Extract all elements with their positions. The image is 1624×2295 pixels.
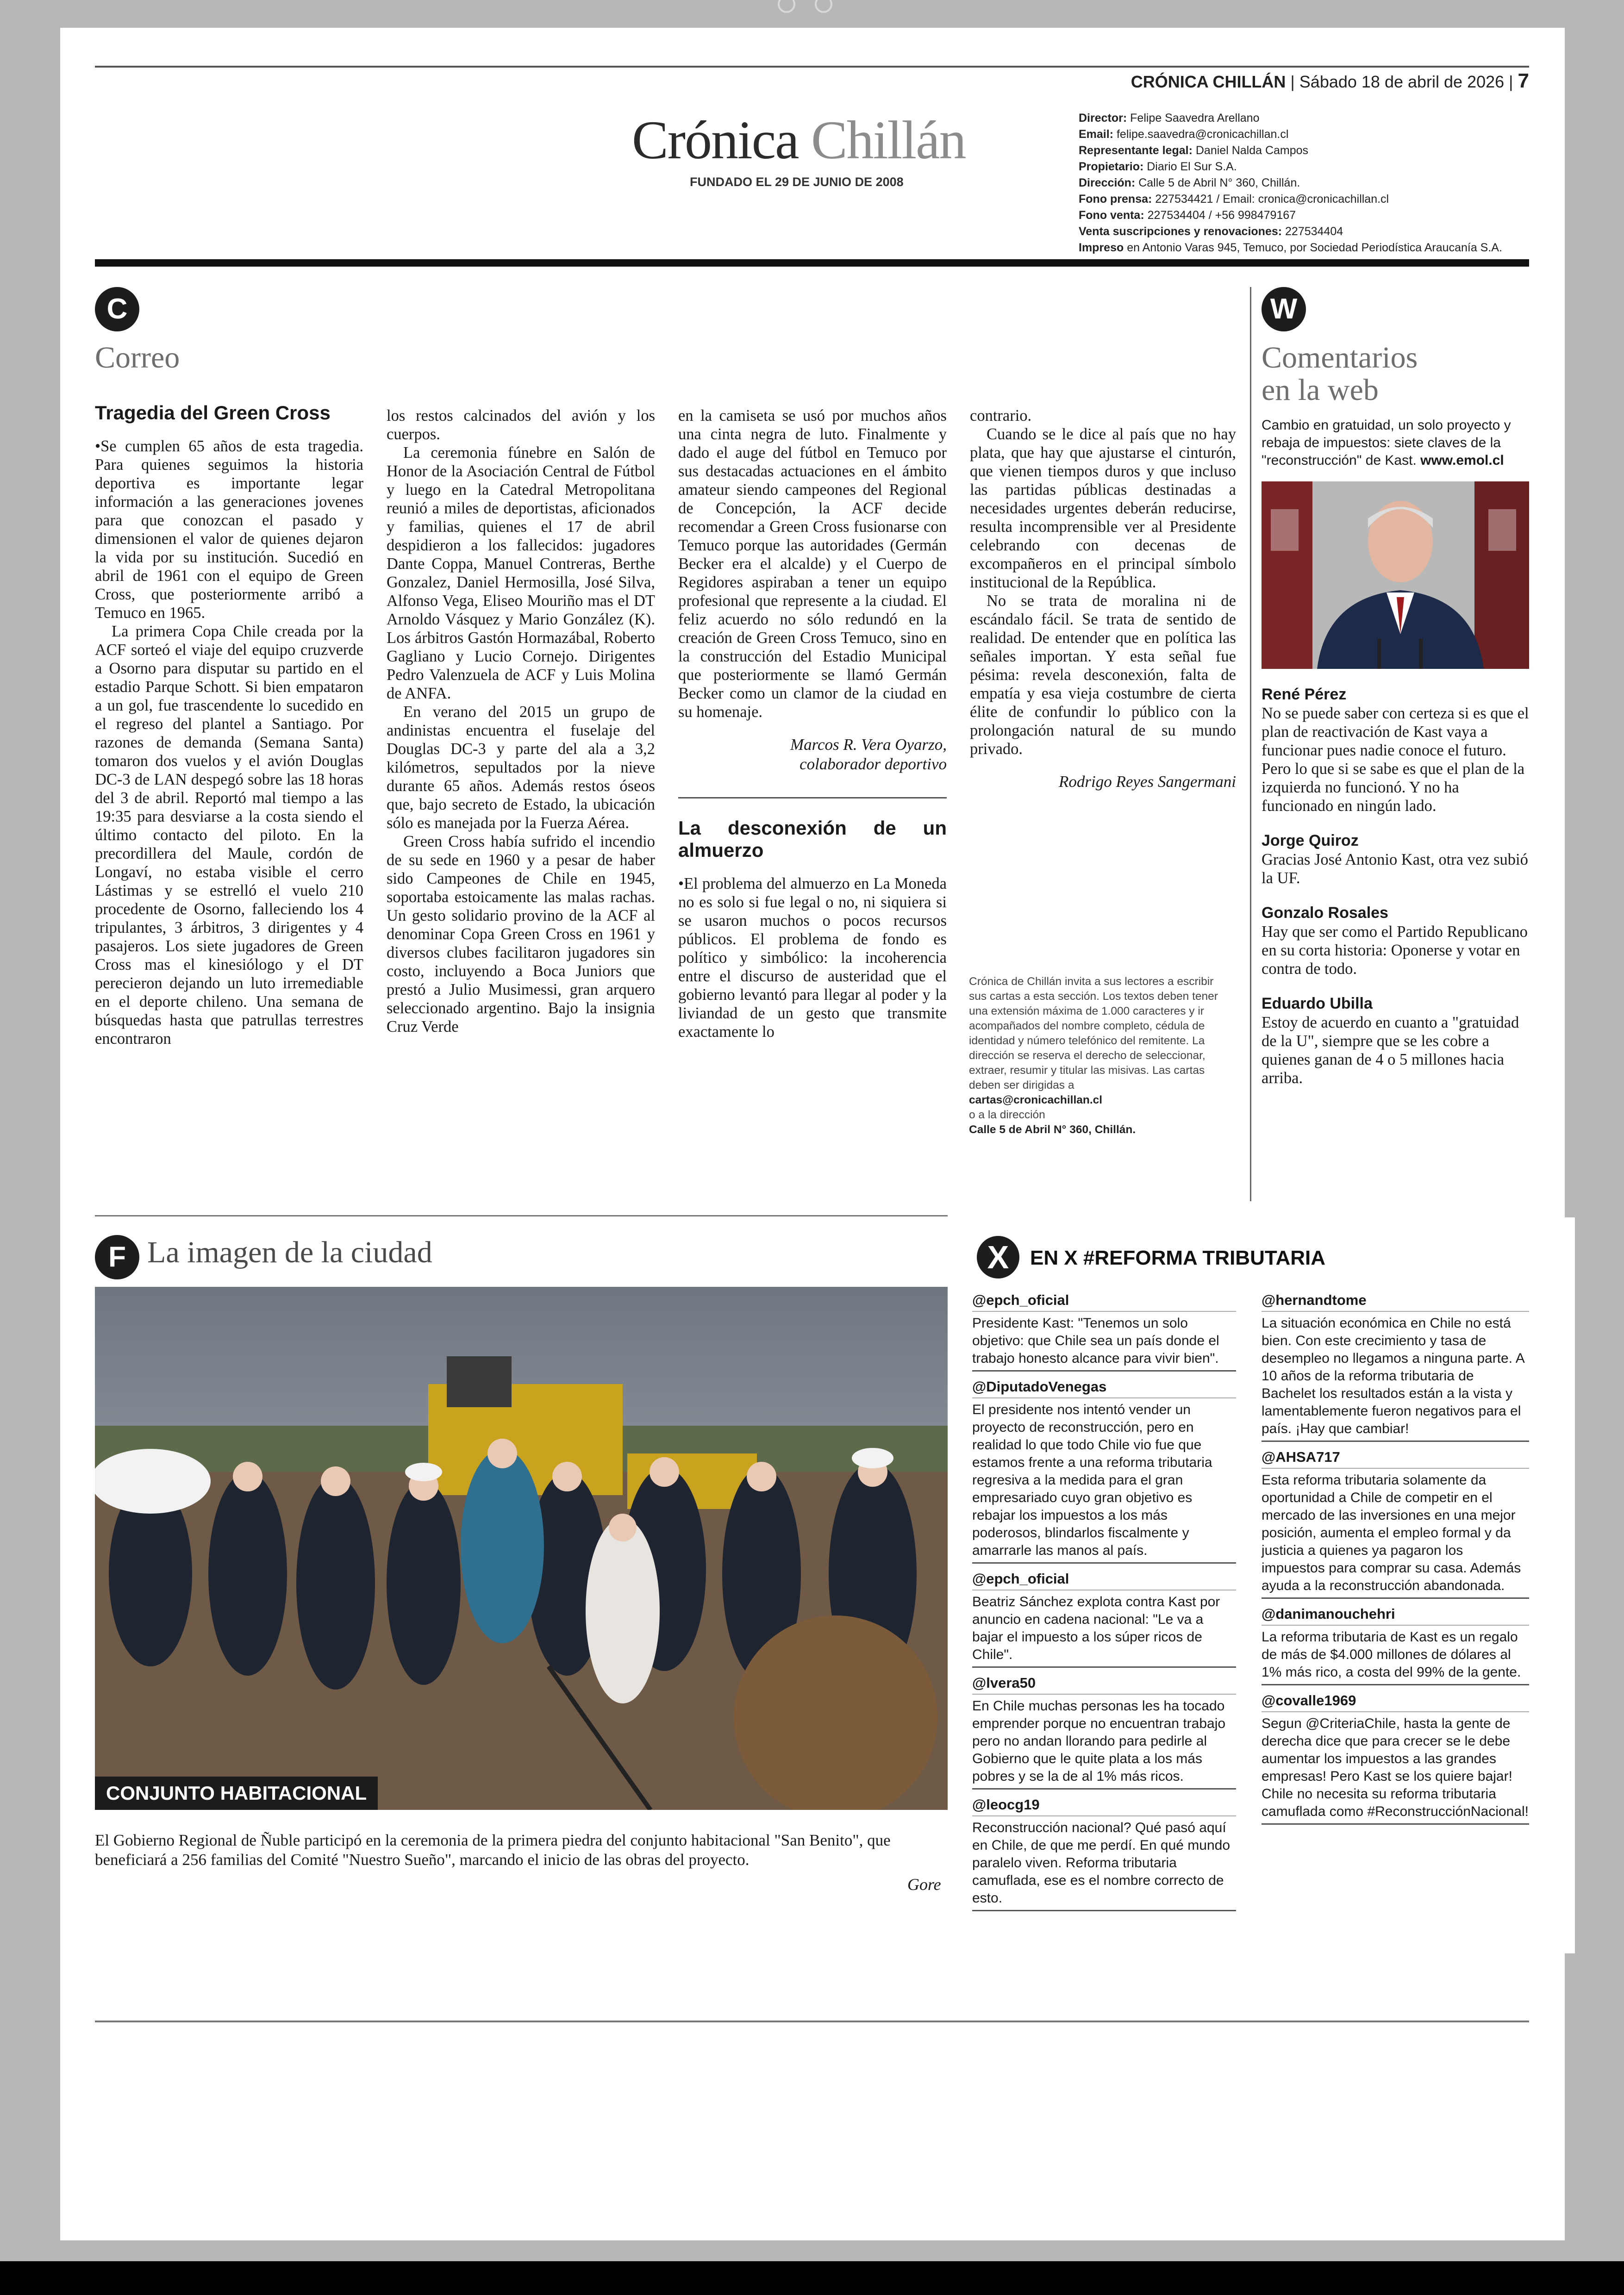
viewer-bottom-bar (0, 2261, 1624, 2295)
article-paragraph: La ceremonia fúnebre en Salón de Honor de la Asociación Central de Fútbol y luego en la Catedral Metropolitana reunió a miles de deportistas, aficionados y familias, quienes el 17 de abril despidieron a los fallecidos: jugadores Dante Coppa, Manuel Contreras, Berthe Gonzalez, Daniel Hermosilla, José Silva, Alfonso Vega, Eliseo Mouriño mas el DT Arnoldo Vásquez y Mario González (K). Los árbitros Gastón Hormazábal, Roberto Gagliano y Lucio Cornejo. Dirigentes Pedro Valenzuela de ACF y Luis Molina de ANFA. (387, 444, 655, 702)
x-logo-icon: X (977, 1236, 1019, 1278)
staff-line: Fono venta: 227534404 / +56 998479167 (1079, 209, 1296, 222)
prev-page-icon[interactable] (778, 0, 795, 13)
bottom-rule (95, 2021, 1529, 2022)
article-paragraph: No se trata de moralina ni de escándalo fácil. Se trata de sentido de realidad. De entender que en política las señales importan. Y esta señal fue pésima: revela desconexión, falta de empatía y esa vieja costumbre de cierta élite de confundir lo público con la prolongación natural de su mundo privado. (970, 592, 1236, 758)
imagen-title: La imagen de la ciudad (147, 1235, 432, 1269)
tweet-handle[interactable]: @DiputadoVenegas (972, 1378, 1236, 1398)
top-rule (95, 66, 1529, 68)
tweet-text: En Chile muchas personas les ha tocado emprender porque no encuentran trabajo pero no andan llorando para pedirle al Gobierno que le quite plata a los más pobres y se la de al 1% más ricos. (972, 1698, 1226, 1784)
correo-column-3 (678, 406, 947, 1041)
staff-line: Impreso en Antonio Varas 945, Temuco, por Sociedad Periodística Araucanía S.A. (1079, 241, 1502, 254)
correo-badge: C (95, 287, 139, 331)
article-title: Tragedia del Green Cross (95, 402, 331, 424)
article-paragraph: contrario. (970, 407, 1032, 424)
tweet-handle[interactable]: @lvera50 (972, 1674, 1236, 1695)
tweet-text: La situación económica en Chile no está bien. Con este crecimiento y tasa de desempleo no llegamos a ninguna parte. A 10 años de la reforma tributaria de Bachelet los resultados están a la vista y lamentablemente fueron negativos para el país. ¡Hay que cambiar! (1262, 1316, 1524, 1436)
tweet-handle[interactable]: @AHSA717 (1262, 1448, 1529, 1469)
tweet-text: La reforma tributaria de Kast es un regalo de más de $4.000 millones de dólares al 1% más rico, a costa del 99% de la gente. (1262, 1629, 1521, 1680)
article-divider (678, 797, 947, 798)
tweet-text: Segun @CriteriaChile, hasta la gente de derecha dice que para crecer se le debe aumentar los impuestos a las grandes empresas! Pero Kast se los quiere bajar! Chile no necesita su reforma tributaria camuflada como #ReconstrucciónNacional! (1262, 1716, 1529, 1819)
article-paragraph: los restos calcinados del avión y los cuerpos. (387, 407, 655, 443)
web-photo (1262, 481, 1529, 669)
web-comments (1262, 417, 1529, 1087)
article-paragraph: en la camiseta se usó por muchos años una cinta negra de luto. Finalmente y dado el auge del fútbol en Temuco por sus destacadas actuaciones en el ámbito amateur siendo campeones del Regional de Concepción, la ACF decide recomendar a Green Cross fusionarse con Temuco porque las autoridades (Germán Becker era el alcalde) y el Cuerpo de Regidores aspiraban a tener un equipo profesional que represente a la ciudad. El feliz acuerdo no sólo redundó en la creación de Green Cross Temuco, sino en la construcción del Estadio Municipal que posteriormente se llamó Germán Becker como un clamor de la ciudad en su homenaje. (678, 407, 947, 721)
web-title: Comentarios en la web (1262, 341, 1418, 407)
tweet (972, 1674, 1236, 1790)
tweet (972, 1291, 1236, 1372)
tweet-text: Presidente Kast: "Tenemos un solo objetivo: que Chile sea un país donde el trabajo honesto alcance para vivir bien". (972, 1316, 1219, 1366)
correo-title: Correo (95, 341, 180, 374)
staff-line: Director: Felipe Saavedra Arellano (1079, 112, 1260, 125)
comment-author: Eduardo Ubilla (1262, 995, 1373, 1012)
tweet (1262, 1448, 1529, 1599)
tweet (1262, 1692, 1529, 1825)
article-paragraph: En verano del 2015 un grupo de andinistas encuentra el fuselaje del Douglas DC-3 y parte del ala a 3,2 kilómetros, sepultados por la nieve durante 65 años. Además restos óseos que, bajo secreto de Estado, la ubicación sólo es manejada por la Fuerza Aérea. (387, 703, 655, 832)
speaker-figure (1262, 481, 1529, 669)
comment-text: No se puede saber con certeza si es que el plan de reactivación de Kast vaya a funcionar pues nadie conoce el futuro. Pero lo que si se sabe es que el plan de la izquierda no funcionó. Y no ha funcionado en ningún lado. (1262, 705, 1529, 815)
page-nav[interactable] (778, 0, 847, 19)
founded-date: FUNDADO EL 29 DE JUNIO DE 2008 (690, 175, 904, 189)
article-paragraph: •El problema del almuerzo en La Moneda no es solo si fue legal o no, ni siquiera si se usaron muchos o pocos recursos públicos. El problema de fondo es político y simbólico: la incoherencia entre el discurso de austeridad que el gobierno levantó para llegar al poder y la liviandad de un gesto que transmite exactamente lo (678, 875, 947, 1041)
correo-column-4 (970, 406, 1236, 792)
letters-email[interactable]: cartas@cronicachillan.cl (969, 1094, 1103, 1106)
running-head: CRÓNICA CHILLÁN | Sábado 18 de abril de 2026 | 7 (1131, 69, 1529, 92)
next-page-icon[interactable] (815, 0, 832, 13)
correo-column-2 (387, 406, 655, 1036)
tweet-text: Reconstrucción nacional? Qué pasó aquí en Chile, de que me perdí. En qué mundo paralelo viven. Reforma tributaria camuflada, ese es el nombre correcto de esto. (972, 1820, 1230, 1906)
tweet (972, 1796, 1236, 1911)
comment-text: Estoy de acuerdo en cuanto a "gratuidad de la U", siempre que se les cobre a quienes ganan de 4 o 5 millones hacia arriba. (1262, 1014, 1519, 1087)
staff-line: Representante legal: Daniel Nalda Campos (1079, 144, 1309, 157)
tweets-left-column (972, 1291, 1236, 1918)
tweet-handle[interactable]: @epch_oficial (972, 1570, 1236, 1590)
tweet-text: El presidente nos intentó vender un proyecto de reconstrucción, pero en realidad lo que todo Chile vio fue que estamos frente a una reforma tributaria regresiva a la medida para el gran empresariado cuyo gran objetivo es rebajar los impuestos a los más poderosos, blindarlos fiscalmente y amarrarle las manos al país. (972, 1402, 1212, 1558)
photo-caption: El Gobierno Regional de Ñuble participó en la ceremonia de la primera piedra del conjunto habitacional "San Benito", que beneficiará a 256 familias del Comité "Nuestro Sueño", marcando el inicio de las obras del proyecto. (95, 1831, 891, 1869)
city-photo (95, 1287, 948, 1810)
comment-text: Hay que ser como el Partido Republicano en su corta historia: Oponerse y votar en contra de todo. (1262, 923, 1528, 978)
article-paragraph: La primera Copa Chile creada por la ACF sorteó el viaje del equipo cruzverde a Osorno para disputar su partido en el estadio Parque Schott. Si bien empataron a un gol, fue trascendente lo sucedido en el regreso del plantel a Santiago. Por razones de demanda (Semana Santa) tomaron dos vuelos y el avión Douglas DC-3 de LAN despegó sobre las 18 horas del 3 de abril. Reportó mal tiempo a las 19:35 para desviarse a la costa siendo el último contacto del piloto. En la precordillera del Maule, cordón de Longaví, no estaba visible el cerro Lástimas y se estrelló el vuelo 210 procedente de Osorno, falleciendo los 4 tripulantes, 3 árbitros, 3 dirigentes y 4 pasajeros. Los siete jugadores de Green Cross mas el kinesiólogo y el DT perecieron dejando un luto irremediable en el deporte chileno. Una semana de búsquedas hasta que patrullas terrestres encontraron (95, 623, 363, 1048)
web-intro: Cambio en gratuidad, un solo proyecto y rebaja de impuestos: siete claves de la "reconstrucción" de Kast. www.emol.cl (1262, 418, 1511, 468)
tweet (1262, 1605, 1529, 1685)
staff-line: Email: felipe.saavedra@cronicachillan.cl (1079, 128, 1289, 141)
staff-line: Dirección: Calle 5 de Abril N° 360, Chillán. (1079, 176, 1300, 189)
letters-notice: Crónica de Chillán invita a sus lectores a escribir sus cartas a esta sección. Los textos deben tener una extensión máxima de 1.000 caracteres y ir acompañados del nombre completo, cédula de identidad y número telefónico del remitente. La dirección se reserva el derecho de seleccionar, extraer, resumir y titular las misivas. Las cartas deben ser dirigidas a cartas@cronicachillan.cl o a la dirección Calle 5 de Abril N° 360, Chillán. (969, 975, 1218, 1136)
article-paragraph: Cuando se le dice al país que no hay plata, que hay que ajustarse el cinturón, que vienen tiempos duros y que incluso las partidas públicas destinadas a necesidades urgentes deberán reducirse, resulta incomprensible ver al Presidente celebrando con decenas de excompañeros en el principal símbolo institucional de la República. (970, 425, 1236, 591)
tweet (972, 1570, 1236, 1668)
staff-line: Propietario: Diario El Sur S.A. (1079, 160, 1237, 173)
x-section-title: EN X #REFORMA TRIBUTARIA (1030, 1247, 1325, 1269)
header-bottom-rule (95, 259, 1529, 267)
column-divider (1250, 287, 1251, 1201)
tweet (972, 1378, 1236, 1564)
comment-author: René Pérez (1262, 686, 1347, 703)
tweet (1262, 1291, 1529, 1442)
tweet-handle[interactable]: @danimanouchehri (1262, 1605, 1529, 1626)
comment-author: Gonzalo Rosales (1262, 904, 1388, 922)
tweet-handle[interactable]: @epch_oficial (972, 1291, 1236, 1312)
tweet-handle[interactable]: @hernandtome (1262, 1291, 1529, 1312)
comment-text: Gracias José Antonio Kast, otra vez subió la UF. (1262, 851, 1528, 887)
ceremony-scene (95, 1287, 948, 1810)
section-rule (95, 1215, 948, 1216)
comment-author: Jorge Quiroz (1262, 832, 1359, 849)
tweet-text: Beatriz Sánchez explota contra Kast por anuncio en cadena nacional: "Le va a bajar el impuesto a los súper ricos de Chile". (972, 1594, 1220, 1662)
staff-line: Venta suscripciones y renovaciones: 227534404 (1079, 225, 1343, 238)
photo-label: CONJUNTO HABITACIONAL (95, 1777, 378, 1810)
web-badge: W (1262, 287, 1306, 331)
web-source-link[interactable]: www.emol.cl (1420, 453, 1504, 468)
imagen-badge: F (95, 1235, 139, 1279)
newspaper-logo: Crónica Chillán (632, 110, 966, 170)
article-signature: Rodrigo Reyes Sangermani (1059, 773, 1236, 791)
staff-line: Fono prensa: 227534421 / Email: cronica@cronicachillan.cl (1079, 193, 1389, 206)
article-paragraph: •Se cumplen 65 años de esta tragedia. Para quienes seguimos la historia deportiva es importante legar información a las generaciones jovenes para que conozcan el pasado y dimensionen el valor de quienes dejaron la vida por su institución. Sucedió en abril de 1961 con el equipo de Green Cross, que posteriormente arribó a Temuco en 1965. (95, 437, 363, 622)
tweet-handle[interactable]: @leocg19 (972, 1796, 1236, 1816)
staff-box (1079, 110, 1502, 256)
photo-credit: Gore (907, 1875, 941, 1894)
tweet-text: Esta reforma tributaria solamente da oportunidad a Chile de competir en el mercado de las inversiones en una mejor posición, aumenta el empleo formal y da justicia a quienes ya pagaron los impuestos para comprar su casa. Además ayuda a la reconstrucción abandonada. (1262, 1472, 1521, 1593)
tweets-right-column (1262, 1291, 1529, 1831)
article-signature: Marcos R. Vera Oyarzo, colaborador deportivo (790, 736, 947, 773)
correo-column-1 (95, 402, 363, 1048)
article-title: La desconexión de un almuerzo (678, 817, 947, 861)
article-paragraph: Green Cross había sufrido el incendio de su sede en 1960 y a pesar de haber sido Campeones de Chile en 1945, soportaba estoicamente las malas rachas. Un gesto solidario provino de la ACF al denominar Copa Green Cross en 1961 y diversos clubes facilitaron jugadores sin costo, incluyendo a Boca Juniors que prestó a Julio Musimessi, gran arquero seleccionado argentino. Bajo la insignia Cruz Verde (387, 833, 655, 1035)
tweet-handle[interactable]: @covalle1969 (1262, 1692, 1529, 1712)
